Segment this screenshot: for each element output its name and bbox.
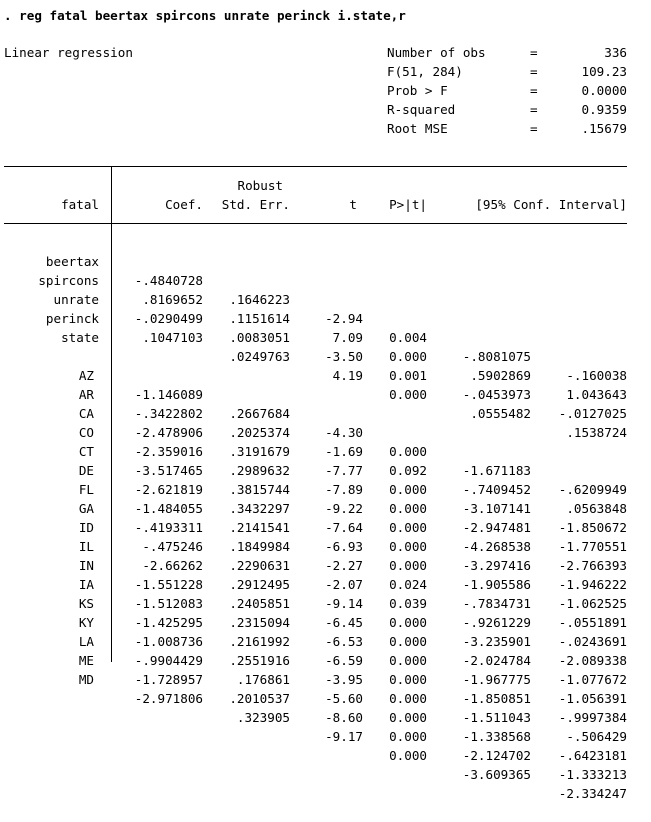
row-ci-high: -.0551891 <box>558 615 627 630</box>
factor-label: state <box>61 330 99 345</box>
row-coef: -.4840728 <box>134 273 203 288</box>
row-t: -6.93 <box>325 539 363 554</box>
row-coef: -3.517465 <box>134 463 203 478</box>
row-p: 0.000 <box>389 349 427 364</box>
row-t: -5.60 <box>325 691 363 706</box>
row-ci-high: 1.043643 <box>566 387 627 402</box>
row-ci-low: .5902869 <box>470 368 531 383</box>
row-p: 0.000 <box>389 615 427 630</box>
row-ci-low: -3.609365 <box>462 767 531 782</box>
row-ci-high: -1.077672 <box>558 672 627 687</box>
model-title: Linear regression <box>4 45 133 60</box>
stat-equals: = <box>530 45 538 60</box>
row-ci-high: -.0243691 <box>558 634 627 649</box>
row-p: 0.000 <box>389 520 427 535</box>
row-name: IN <box>78 558 94 573</box>
row-name: KY <box>78 615 94 630</box>
row-se: .2912495 <box>229 577 290 592</box>
row-p: 0.000 <box>389 691 427 706</box>
row-t: -6.53 <box>325 634 363 649</box>
row-name: IL <box>78 539 94 554</box>
row-ci-high: -.160038 <box>566 368 627 383</box>
row-p: 0.000 <box>389 710 427 725</box>
row-t: -7.77 <box>325 463 363 478</box>
row-se: .2025374 <box>229 425 290 440</box>
row-t: 7.09 <box>332 330 363 345</box>
row-se: .1646223 <box>229 292 290 307</box>
row-coef: -1.008736 <box>134 634 203 649</box>
row-p: 0.000 <box>389 387 427 402</box>
row-p: 0.039 <box>389 596 427 611</box>
row-ci-low: -2.947481 <box>462 520 531 535</box>
row-ci-high: -1.062525 <box>558 596 627 611</box>
row-ci-low: -1.967775 <box>462 672 531 687</box>
row-ci-high: -.9997384 <box>558 710 627 725</box>
row-ci-low: -3.297416 <box>462 558 531 573</box>
row-ci-high: .1538724 <box>566 425 627 440</box>
row-ci-low: -.9261229 <box>462 615 531 630</box>
row-p: 0.000 <box>389 482 427 497</box>
row-t: -6.59 <box>325 653 363 668</box>
row-p: 0.000 <box>389 634 427 649</box>
row-t: -3.95 <box>325 672 363 687</box>
row-t: 4.19 <box>332 368 363 383</box>
row-name: CT <box>78 444 94 459</box>
row-p: 0.024 <box>389 577 427 592</box>
stat-equals: = <box>530 83 538 98</box>
row-se: .2667684 <box>229 406 290 421</box>
row-name: unrate <box>53 292 99 307</box>
row-name: spircons <box>38 273 99 288</box>
stat-value: 0.0000 <box>581 83 627 98</box>
stat-value: 109.23 <box>581 64 627 79</box>
row-name: perinck <box>45 311 99 326</box>
row-ci-high: -1.333213 <box>558 767 627 782</box>
row-ci-low: -4.268538 <box>462 539 531 554</box>
header-t: t <box>349 197 357 212</box>
row-ci-low: -3.107141 <box>462 501 531 516</box>
row-p: 0.000 <box>389 729 427 744</box>
row-coef: -.3422802 <box>134 406 203 421</box>
row-ci-low: -2.024784 <box>462 653 531 668</box>
row-coef: -2.971806 <box>134 691 203 706</box>
header-depvar: fatal <box>61 197 99 212</box>
row-ci-high: -1.770551 <box>558 539 627 554</box>
row-coef: -1.728957 <box>134 672 203 687</box>
row-t: -2.07 <box>325 577 363 592</box>
stat-equals: = <box>530 64 538 79</box>
row-ci-high: -.506429 <box>566 729 627 744</box>
row-p: 0.000 <box>389 748 427 763</box>
row-se: .2405851 <box>229 596 290 611</box>
table-top-rule <box>4 166 627 167</box>
stat-label: Root MSE <box>387 121 448 136</box>
row-se: .3191679 <box>229 444 290 459</box>
row-ci-high: -2.766393 <box>558 558 627 573</box>
row-t: -8.60 <box>325 710 363 725</box>
command-line: . reg fatal beertax spircons unrate perinck i.state,r <box>4 8 406 23</box>
row-se: .2290631 <box>229 558 290 573</box>
row-name: GA <box>78 501 94 516</box>
row-se: .2551916 <box>229 653 290 668</box>
row-ci-low: .0555482 <box>470 406 531 421</box>
stat-label: Prob > F <box>387 83 448 98</box>
row-p: 0.001 <box>389 368 427 383</box>
row-name: KS <box>78 596 94 611</box>
stat-label: F(51, 284) <box>387 64 463 79</box>
row-coef: -1.551228 <box>134 577 203 592</box>
stat-label: R-squared <box>387 102 456 117</box>
row-coef: .1047103 <box>142 330 203 345</box>
row-coef: -.475246 <box>142 539 203 554</box>
row-t: -3.50 <box>325 349 363 364</box>
stat-equals: = <box>530 102 538 117</box>
row-coef: -1.512083 <box>134 596 203 611</box>
row-se: .2161992 <box>229 634 290 649</box>
stat-label: Number of obs <box>387 45 486 60</box>
row-se: .3432297 <box>229 501 290 516</box>
row-ci-high: -.6423181 <box>558 748 627 763</box>
row-ci-high: -1.850672 <box>558 520 627 535</box>
row-se: .2315094 <box>229 615 290 630</box>
row-p: 0.000 <box>389 672 427 687</box>
row-ci-low: -1.671183 <box>462 463 531 478</box>
row-ci-high: .0563848 <box>566 501 627 516</box>
row-coef: -1.484055 <box>134 501 203 516</box>
row-ci-low: -1.905586 <box>462 577 531 592</box>
row-ci-low: -2.124702 <box>462 748 531 763</box>
row-coef: -1.425295 <box>134 615 203 630</box>
row-ci-high: -2.334247 <box>558 786 627 801</box>
row-p: 0.000 <box>389 501 427 516</box>
header-robust: Robust <box>237 178 283 193</box>
row-se: .2141541 <box>229 520 290 535</box>
header-coef: Coef. <box>165 197 203 212</box>
row-se: .0083051 <box>229 330 290 345</box>
row-ci-low: -.7409452 <box>462 482 531 497</box>
row-se: .2989632 <box>229 463 290 478</box>
row-t: -1.69 <box>325 444 363 459</box>
row-t: -6.45 <box>325 615 363 630</box>
row-t: -7.89 <box>325 482 363 497</box>
row-name: beertax <box>45 254 99 269</box>
row-ci-high: -2.089338 <box>558 653 627 668</box>
row-ci-high: -.0127025 <box>558 406 627 421</box>
row-coef: -2.359016 <box>134 444 203 459</box>
row-ci-high: -.6209949 <box>558 482 627 497</box>
row-coef: .8169652 <box>142 292 203 307</box>
row-coef: -.4193311 <box>134 520 203 535</box>
row-name: LA <box>78 634 94 649</box>
stat-value: .15679 <box>581 121 627 136</box>
row-name: DE <box>78 463 94 478</box>
stat-value: 336 <box>604 45 627 60</box>
row-se: .3815744 <box>229 482 290 497</box>
row-coef: -2.66262 <box>142 558 203 573</box>
row-p: 0.000 <box>389 444 427 459</box>
row-p: 0.000 <box>389 653 427 668</box>
stat-value: 0.9359 <box>581 102 627 117</box>
row-p: 0.004 <box>389 330 427 345</box>
row-t: -9.14 <box>325 596 363 611</box>
row-name: CA <box>78 406 94 421</box>
row-se: .176861 <box>236 672 290 687</box>
row-t: -2.94 <box>325 311 363 326</box>
row-ci-low: -1.338568 <box>462 729 531 744</box>
row-t: -9.17 <box>325 729 363 744</box>
row-ci-low: -.8081075 <box>462 349 531 364</box>
row-name: FL <box>78 482 94 497</box>
row-coef: -2.621819 <box>134 482 203 497</box>
row-p: 0.000 <box>389 558 427 573</box>
row-ci-low: -3.235901 <box>462 634 531 649</box>
header-std-err: Std. Err. <box>221 197 290 212</box>
stat-equals: = <box>530 121 538 136</box>
row-se: .1849984 <box>229 539 290 554</box>
row-t: -4.30 <box>325 425 363 440</box>
row-t: -2.27 <box>325 558 363 573</box>
row-coef: -.9904429 <box>134 653 203 668</box>
row-t: -9.22 <box>325 501 363 516</box>
row-name: ID <box>78 520 94 535</box>
row-se: .0249763 <box>229 349 290 364</box>
header-conf-interval: [95% Conf. Interval] <box>475 197 627 212</box>
row-name: AR <box>78 387 94 402</box>
row-ci-high: -1.946222 <box>558 577 627 592</box>
row-ci-low: -.7834731 <box>462 596 531 611</box>
row-name: ME <box>78 653 94 668</box>
row-p: 0.092 <box>389 463 427 478</box>
row-coef: -.0290499 <box>134 311 203 326</box>
row-ci-low: -.0453973 <box>462 387 531 402</box>
row-se: .323905 <box>236 710 290 725</box>
row-p: 0.000 <box>389 539 427 554</box>
row-coef: -1.146089 <box>134 387 203 402</box>
row-t: -7.64 <box>325 520 363 535</box>
row-name: MD <box>78 672 94 687</box>
row-ci-low: -1.511043 <box>462 710 531 725</box>
row-name: AZ <box>78 368 94 383</box>
row-name: IA <box>78 577 94 592</box>
row-ci-low: -1.850851 <box>462 691 531 706</box>
row-se: .2010537 <box>229 691 290 706</box>
header-p: P>|t| <box>389 197 427 212</box>
row-se: .1151614 <box>229 311 290 326</box>
row-ci-high: -1.056391 <box>558 691 627 706</box>
row-coef: -2.478906 <box>134 425 203 440</box>
row-name: CO <box>78 425 94 440</box>
table-header-rule <box>4 223 627 224</box>
